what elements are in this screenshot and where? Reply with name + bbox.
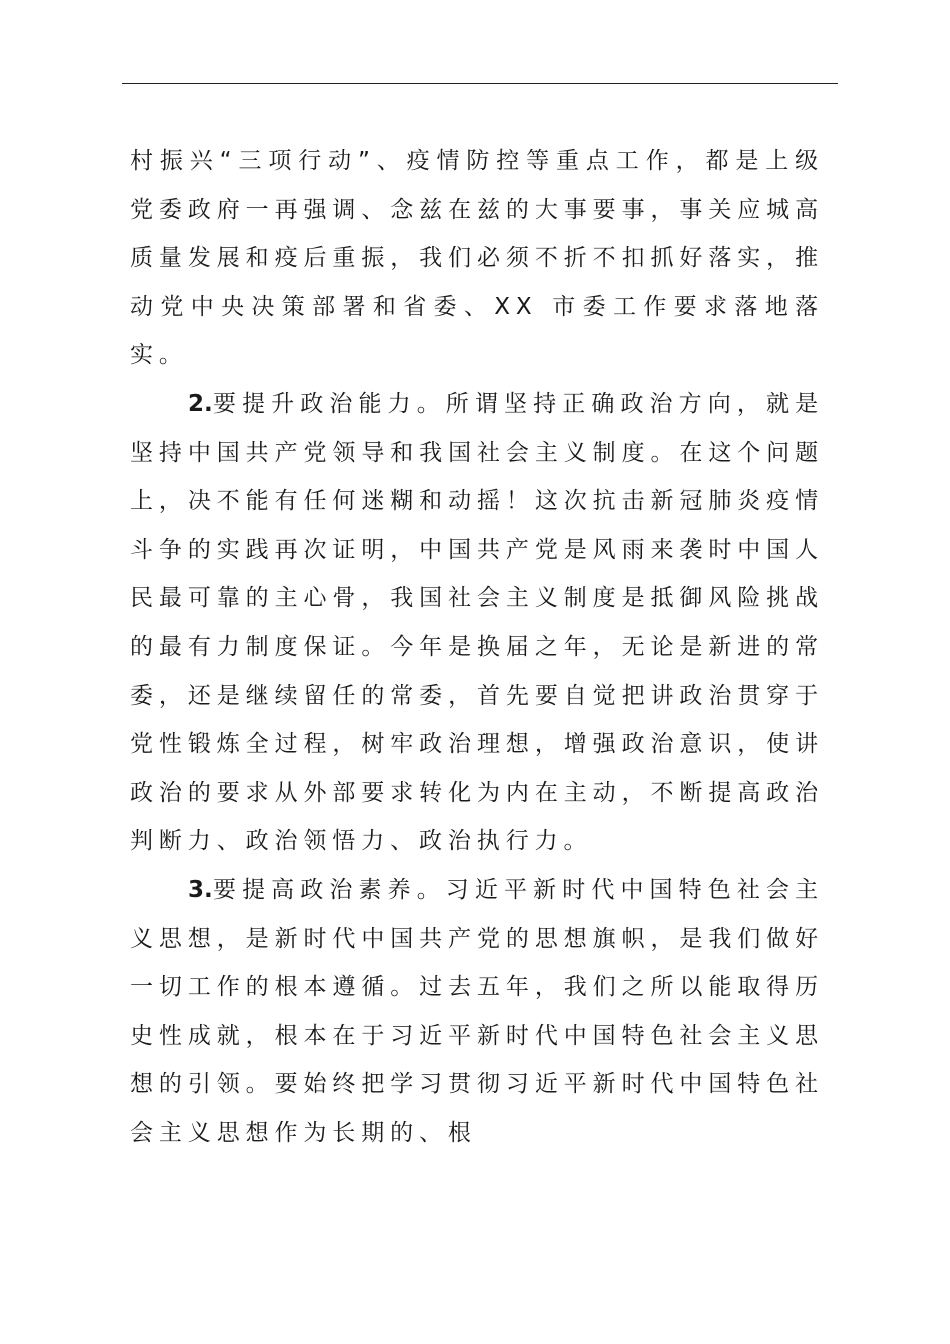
document-body [130,137,824,1157]
paragraph-number: 3. [188,876,213,903]
paragraph-text: 要提升政治能力。所谓坚持正确政治方向，就是坚持中国共产党领导和我国社会主义制度。在这个问题上，决不能有任何迷糊和动摇！这次抗击新冠肺炎疫情斗争的实践再次证明，中国共产党是风雨来袭时中国人民最可靠的主心骨，我国社会主义制度是抵御风险挑战的最有力制度保证。今年是换届之年，无论是新进的常委，还是继续留任的常委，首先要自觉把讲政治贯穿于党性锻炼全过程，树牢政治理想，增强政治意识，使讲政治的要求从外部要求转化为内在主动，不断提高政治判断力、政治领悟力、政治执行力。 [130,390,824,855]
paragraph-text: 要提高政治素养。习近平新时代中国特色社会主义思想，是新时代中国共产党的思想旗帜，是我们做好一切工作的根本遵循。过去五年，我们之所以能取得历史性成就，根本在于习近平新时代中国特色社会主义思想的引领。要始终把学习贯彻习近平新时代中国特色社会主义思想作为长期的、根 [130,876,824,1146]
header-rule [122,83,838,84]
paragraph-number: 2. [188,390,213,417]
paragraph-3 [130,866,824,1158]
paragraph-text: 村振兴“三项行动”、疫情防控等重点工作，都是上级党委政府一再强调、念兹在兹的大事要事，事关应城高质量发展和疫后重振，我们必须不折不扣抓好落实，推动党中央决策部署和省委、XX 市委工作要求落地落实。 [130,148,824,369]
paragraph-2 [130,380,824,866]
paragraph-continued [130,137,824,380]
